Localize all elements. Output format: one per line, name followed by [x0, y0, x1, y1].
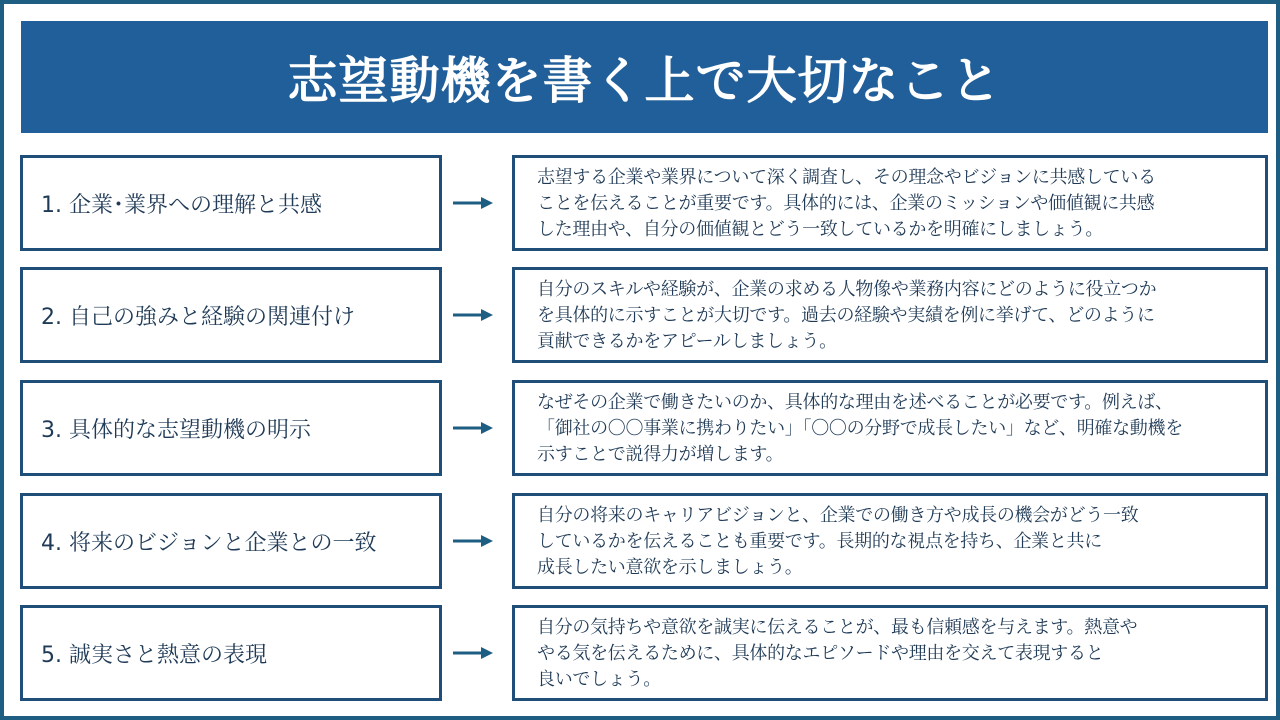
item-row-3 — [4, 380, 1280, 476]
item-description-line: を具体的に示すことが大切です。過去の経験や実績を例に挙げて、どのように — [537, 305, 1155, 326]
item-description-line: 良いでしょう。 — [537, 669, 661, 690]
right-arrow-icon — [453, 307, 493, 323]
item-description-line: 自分の将来のキャリアビジョンと、企業での働き方や成長の機会がどう一致 — [537, 505, 1139, 526]
slide-title: 志望動機を書く上で大切なこと — [287, 52, 1002, 110]
right-arrow-icon — [453, 645, 493, 661]
item-description-line: 自分のスキルや経験が、企業の求める人物像や業務内容にどのように役立つか — [537, 279, 1157, 300]
item-description-box — [512, 605, 1268, 701]
item-label-box — [20, 605, 442, 701]
right-arrow-icon — [453, 420, 493, 436]
title-banner — [21, 21, 1268, 133]
item-description-line: 示すことで説得力が増します。 — [537, 444, 784, 465]
item-description-box — [512, 155, 1268, 251]
item-description-line: なぜその企業で働きたいのか、具体的な理由を述べることが必要です。例えば、 — [537, 392, 1173, 413]
item-description-line: 志望する企業や業界について深く調査し、その理念やビジョンに共感している — [537, 167, 1156, 188]
item-row-4 — [4, 493, 1280, 589]
item-description-line: 成長したい意欲を示しましょう。 — [537, 557, 803, 578]
item-row-5 — [4, 605, 1280, 701]
item-label-box — [20, 155, 442, 251]
item-description-line: 貢献できるかをアピールしましょう。 — [537, 331, 837, 352]
right-arrow-icon — [453, 195, 493, 211]
item-label-box — [20, 267, 442, 363]
item-description-line: やる気を伝えるために、具体的なエピソードや理由を交えて表現すると — [537, 643, 1104, 664]
item-description-box — [512, 493, 1268, 589]
item-description-line: ことを伝えることが重要です。具体的には、企業のミッションや価値観に共感 — [537, 193, 1155, 214]
item-label: 4. 将来のビジョンと企業との一致 — [41, 530, 377, 556]
right-arrow-icon — [453, 533, 493, 549]
item-label-box — [20, 380, 442, 476]
item-description-line: した理由や、自分の価値観とどう一致しているかを明確にしましょう。 — [537, 219, 1104, 240]
item-label-box — [20, 493, 442, 589]
item-label: 3. 具体的な志望動機の明示 — [41, 417, 311, 443]
item-row-1 — [4, 155, 1280, 251]
item-label: 5. 誠実さと熱意の表現 — [41, 642, 267, 668]
item-description-line: 「御社の〇〇事業に携わりたい」「〇〇の分野で成長したい」など、明確な動機を — [537, 418, 1183, 439]
item-description-box — [512, 267, 1268, 363]
item-description-line: しているかを伝えることも重要です。長期的な視点を持ち、企業と共に — [537, 531, 1102, 552]
item-label: 1. 企業･業界への理解と共感 — [41, 192, 322, 218]
item-row-2 — [4, 267, 1280, 363]
item-label: 2. 自己の強みと経験の関連付け — [41, 304, 355, 330]
item-description-box — [512, 380, 1268, 476]
item-description-line: 自分の気持ちや意欲を誠実に伝えることが、最も信頼感を与えます。熱意や — [537, 617, 1138, 638]
